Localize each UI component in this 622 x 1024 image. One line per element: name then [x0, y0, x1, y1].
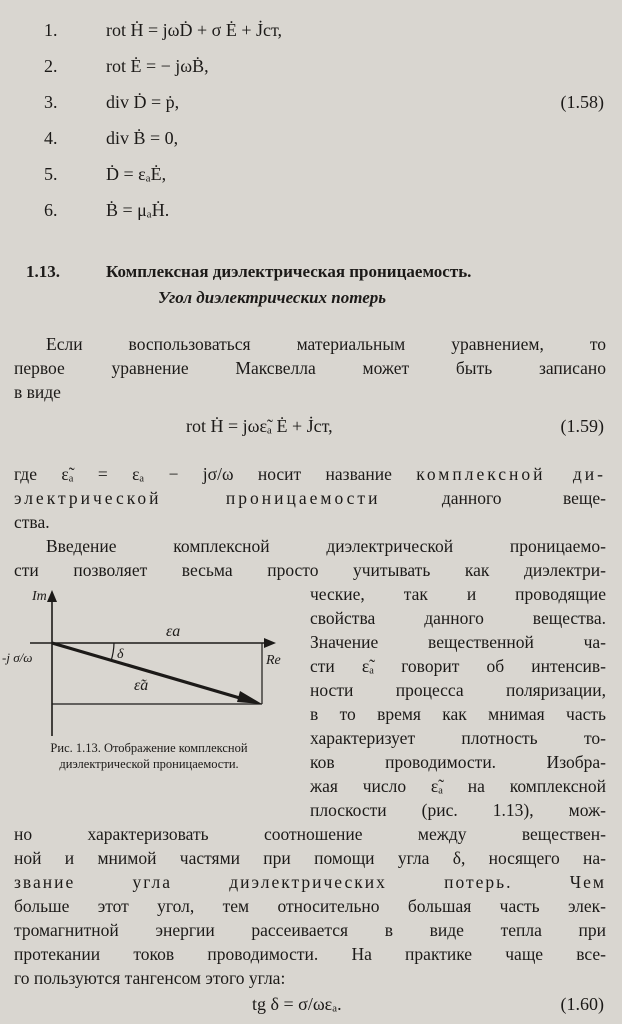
paragraph-2 — [14, 462, 606, 534]
text-line: протекании токов проводимости. На практике чаще все- — [14, 944, 606, 964]
axis-label-im: Im — [32, 589, 47, 604]
text-line: первое уравнение Максвелла может быть записано — [14, 358, 606, 378]
equation-number-1-60: (1.60) — [560, 994, 604, 1014]
text-line: сти позволяет весьма просто учитывать как диэлектри- — [14, 560, 606, 580]
equation-number: 1. — [44, 20, 58, 40]
equation-group-number: (1.58) — [560, 92, 604, 112]
equation-1-60: tg δ = σ/ωεₐ. — [252, 994, 342, 1014]
section-title-line1: Комплексная диэлектрическая проницаемость. — [106, 262, 472, 281]
angle-arc — [111, 643, 114, 661]
text-line: ческие, так и проводящие — [310, 584, 606, 604]
term-emphasis: электрической проницаемости — [14, 488, 381, 508]
text-line: больше этот угол, тем относительно большая часть элек- — [14, 896, 606, 916]
equation-number: 6. — [44, 200, 58, 220]
equation-expression: div Ḋ = ṗ, — [106, 92, 180, 112]
paragraph-3-right-column — [310, 582, 606, 822]
equation-expression: Ḋ = εₐĖ, — [106, 164, 167, 184]
equation-row — [0, 158, 622, 194]
text-line: жая число ε̃ₐ на комплексной — [310, 776, 606, 796]
text-line: го пользуются тангенсом этого угла: — [14, 968, 286, 988]
text-line: ной и мнимой частями при помощи угла δ, носящего на- — [14, 848, 606, 868]
section-number: 1.13. — [26, 262, 60, 281]
equation-number: 2. — [44, 56, 58, 76]
equation-number: 5. — [44, 164, 58, 184]
text-line: Значение вещественной ча- — [310, 632, 606, 652]
term-emphasis: комплексной ди- — [416, 464, 606, 484]
section-title-line2: Угол диэлектрических потерь — [158, 288, 387, 307]
text-line: характеризует плотность то- — [310, 728, 606, 748]
equation-row — [0, 14, 622, 50]
paragraph-4 — [14, 822, 606, 990]
axis-label-re: Re — [266, 653, 281, 668]
text-fragment: где ε̃ₐ = εₐ − jσ/ω носит название — [14, 464, 392, 484]
figure-caption: Рис. 1.13. Отображение комплексной диэлектрической проницаемости. — [50, 741, 248, 771]
text-line: свойства данного вещества. — [310, 608, 606, 628]
text-line — [14, 486, 606, 510]
text-line: звание угла диэлектрических потерь. Чем — [14, 872, 606, 892]
equation-row — [0, 86, 622, 122]
equation-expression: Ḃ = μₐḢ. — [106, 200, 170, 220]
text-line: Если воспользоваться материальным уравнением, то — [46, 334, 606, 354]
equation-row — [0, 122, 622, 158]
im-axis-arrow-icon — [47, 590, 57, 602]
text-line: Введение комплексной диэлектрической проницаемо- — [46, 536, 606, 556]
text-line: плоскости (рис. 1.13), мож- — [310, 800, 606, 820]
paragraph-3 — [14, 534, 606, 582]
equation-1-59: rot Ḣ = jωε̃ₐ Ė + J̇ст, — [186, 416, 333, 436]
equation-expression: rot Ḣ = jωḊ + σ Ė + J̇ст, — [106, 20, 283, 40]
equation-expression: rot Ė = − jωḂ, — [106, 56, 209, 76]
label-imag-part: -j σ/ω — [2, 650, 33, 665]
re-axis-arrow-icon — [264, 638, 276, 648]
label-eps-complex: ε̃a — [134, 677, 149, 694]
equation-expression: div Ḃ = 0, — [106, 128, 179, 148]
equation-row — [0, 50, 622, 86]
text-line — [14, 462, 606, 486]
equation-number: 3. — [44, 92, 58, 112]
equation-number: 4. — [44, 128, 58, 148]
paragraph-1 — [14, 332, 606, 404]
complex-permittivity-vector — [52, 643, 250, 701]
equation-group-1-58 — [0, 14, 622, 230]
label-eps-real: εa — [166, 623, 181, 640]
equation-number-1-59: (1.59) — [560, 416, 604, 436]
vector-arrow-icon — [237, 691, 262, 704]
equation-row — [0, 194, 622, 230]
text-line: ства. — [14, 512, 50, 532]
text-line: в виде — [14, 382, 61, 402]
complex-plane-figure — [0, 586, 300, 806]
text-line: тромагнитной энергии рассеивается в виде тепла при — [14, 920, 606, 940]
label-delta: δ — [117, 647, 124, 662]
text-line: в то время как мнимая часть — [310, 704, 606, 724]
text-fragment: данного веще- — [441, 488, 606, 508]
text-line: ности процесса поляризации, — [310, 680, 606, 700]
text-line: ков проводимости. Изобра- — [310, 752, 606, 772]
text-line: сти ε̃ₐ говорит об интенсив- — [310, 656, 606, 676]
text-line: но характеризовать соотношение между веществен- — [14, 824, 606, 844]
